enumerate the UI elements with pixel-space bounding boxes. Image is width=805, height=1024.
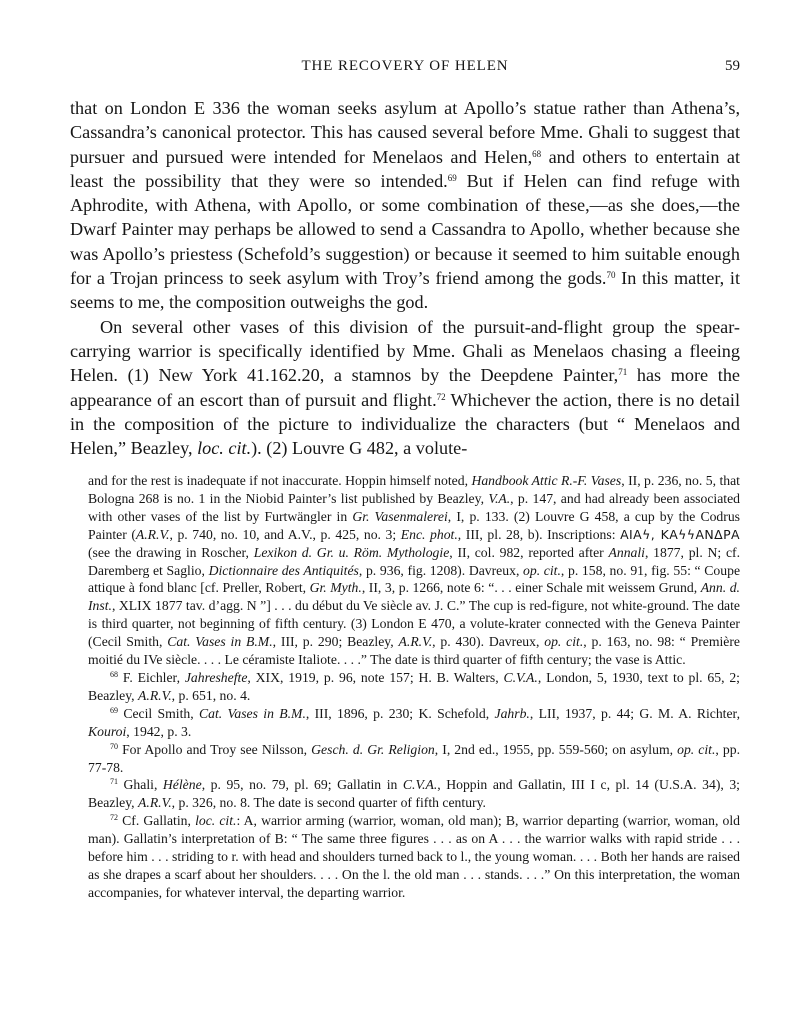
page-header — [70, 58, 740, 80]
running-head: THE RECOVERY OF HELEN — [301, 58, 509, 74]
footnotes — [88, 472, 740, 902]
greek-inscription: ΑΙΑϟ, ΚΑϟϟΑΝΔΡΑ — [620, 526, 740, 542]
footnote-ref-69[interactable]: 69 — [447, 172, 457, 183]
body-paragraph-1: that on London E 336 the woman seeks asylum at Apollo’s statue rather than Athena’s, Cassandra’s canonical protector. This has caused several before Mme. Ghali to suggest that pursuer and pursued were intended for Menelaos and Helen,$^{68}$ and others to entertain at least the possibility that they were so intended.$^{69}$ But if Helen can find refuge with Aphrodite, with Athena, with Apollo, or some combination of these,—as she does,—the Dwarf Painter may perhaps be allowed to send a Cassandra to Apollo, whether because she was Apollo’s priestess (Schefold’s suggestion) or because it seemed to him suitable enough for a Trojan princess to seek asylum with Troy’s friend among the gods.$^{70}$ In this matter, it seems to me, the composition outweighs the god. — [70, 98, 740, 313]
main-text — [70, 96, 740, 460]
body-paragraph-2: On several other vases of this division of the pursuit-and-flight group the spear-carrying warrior is specifically identified by Mme. Ghali as Menelaos chasing a fleeing Helen. (1) New York 41.162.20, a stamnos by the Deepdene Painter,$^{71}$ has more the appearance of an escort than of pursuit and flight.$^{72}$ Whichever the action, there is no detail in the composition of the picture to individualize the characters (but “ Menelaos and Helen,” Beazley, loc. cit.). (2) Louvre G 482, a volute- — [70, 316, 741, 459]
footnote-continuation: and for the rest is inadequate if not inaccurate. Hoppin himself noted, Handbook Attic R.-F. Vases, II, p. 236, no. 5, that Bologna 268 is no. 1 in the Niobid Painter’s list published by Beazley, V.A., p. 147, and had already been associated with other vases of the list by Furtwängler in Gr. Vasenmalerei, I, p. 133. (2) Louvre G 458, a cup by the Codrus Painter (A.R.V., p. 740, no. 10, and A.V., p. 425, no. 3; Enc. phot., III, pl. 28, b). Inscriptions: ΑΙΑϟ, ΚΑϟϟΑΝΔΡΑ (see the drawing in Roscher, Lexikon d. Gr. u. Röm. Mythologie, II, col. 982, reported after Annali, 1877, pl. N; cf. Daremberg et Saglio, Dictionnaire des Antiquités, p. 936, fig. 1208). Davreux, op. cit., p. 158, no. 91, fig. 55: “ Coupe attique à fond blanc [cf. Preller, Robert, Gr. Myth., II, 3, p. 1266, note 6: “. . . einer Schale mit weissem Grund, Ann. d. Inst., XLIX 1877 tav. d’agg. N ”] . . . du début du Ve siècle av. J. C.” The cup is red-figure, not white-ground. The date is third quarter, not beginning of fifth century. (3) London E 470, a volute-krater connected with the Geneva Painter (Cecil Smith, Cat. Vases in B.M., III, p. 290; Beazley, A.R.V., p. 430). Davreux, op. cit., p. 163, no. 98: “ Première moitié du IVe siècle. . . . Le céramiste Italiote. . . .” The date is third quarter of fifth century; the vase is Attic. — [88, 473, 741, 668]
page-number: 59 — [725, 58, 740, 74]
footnote-ref-71[interactable]: 71 — [618, 367, 628, 378]
footnote-ref-72[interactable]: 72 — [436, 391, 446, 402]
footnote-72: $^{72}$ Cf. Gallatin, loc. cit.: A, warrior arming (warrior, woman, old man); B, warrior departing (warrior, woman, old man). Gallatin’s interpretation of B: “ The same three figures . . . as on A . . . the warrior walks with rapid stride . . . before him . . . striding to r. with head and shoulders turned back to l., the young woman. . . . Both her hands are raised as she drapes a scarf about her shoulders. . . . On the l. the old man . . . stands. . . .” On this interpretation, the woman accompanies, for whatever interval, the departing warrior. — [88, 813, 741, 900]
footnote-ref-70[interactable]: 70 — [606, 270, 616, 281]
footnote-71: $^{71}$ Ghali, Hélène, p. 95, no. 79, pl. 69; Gallatin in C.V.A., Hoppin and Gallatin, III I c, pl. 14 (U.S.A. 34), 3; Beazley, A.R.V., p. 326, no. 8. The date is second quarter of fifth century. — [88, 777, 740, 811]
footnote-68: $^{68}$ F. Eichler, Jahreshefte, XIX, 1919, p. 96, note 157; H. B. Walters, C.V.A., London, 5, 1930, text to pl. 65, 2; Beazley, A.R.V., p. 651, no. 4. — [88, 669, 740, 703]
footnote-69: $^{69}$ Cecil Smith, Cat. Vases in B.M., III, 1896, p. 230; K. Schefold, Jahrb., LII, 1937, p. 44; G. M. A. Richter, Kouroi, 1942, p. 3. — [88, 705, 740, 739]
footnote-70: $^{70}$ For Apollo and Troy see Nilsson, Gesch. d. Gr. Religion, I, 2nd ed., 1955, pp. 559-560; on asylum, op. cit., pp. 77-78. — [88, 741, 740, 775]
footnote-ref-68[interactable]: 68 — [532, 148, 542, 159]
